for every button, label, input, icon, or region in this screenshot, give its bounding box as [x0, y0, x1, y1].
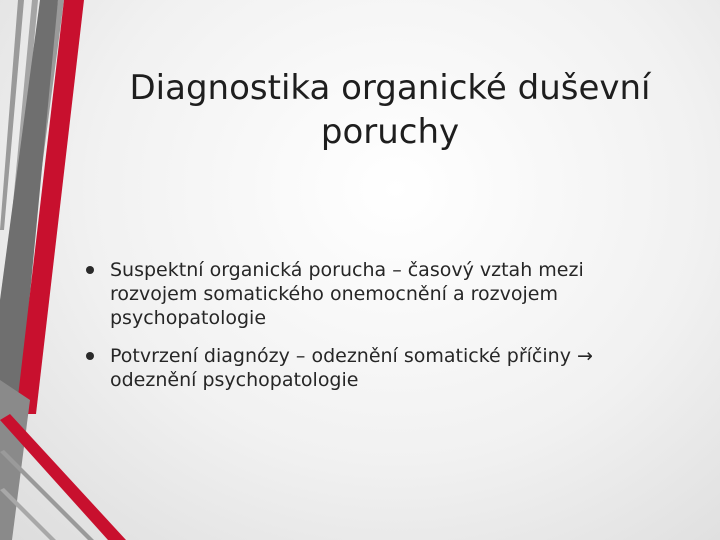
lower-gray-wedge — [0, 380, 30, 540]
list-item — [84, 344, 644, 392]
bullet-list — [84, 258, 644, 406]
bullet-icon — [86, 266, 94, 274]
bullet-text: Potvrzení diagnózy – odeznění somatické příčiny → odeznění psychopatologie — [110, 345, 593, 391]
list-item — [84, 258, 644, 330]
bullet-text: Suspektní organická porucha – časový vztah mezi rozvojem somatického onemocnění a rozvojem psychopatologie — [110, 259, 584, 329]
slide-title: Diagnostika organické duševní poruchy — [129, 68, 651, 152]
bullet-icon — [86, 352, 94, 360]
